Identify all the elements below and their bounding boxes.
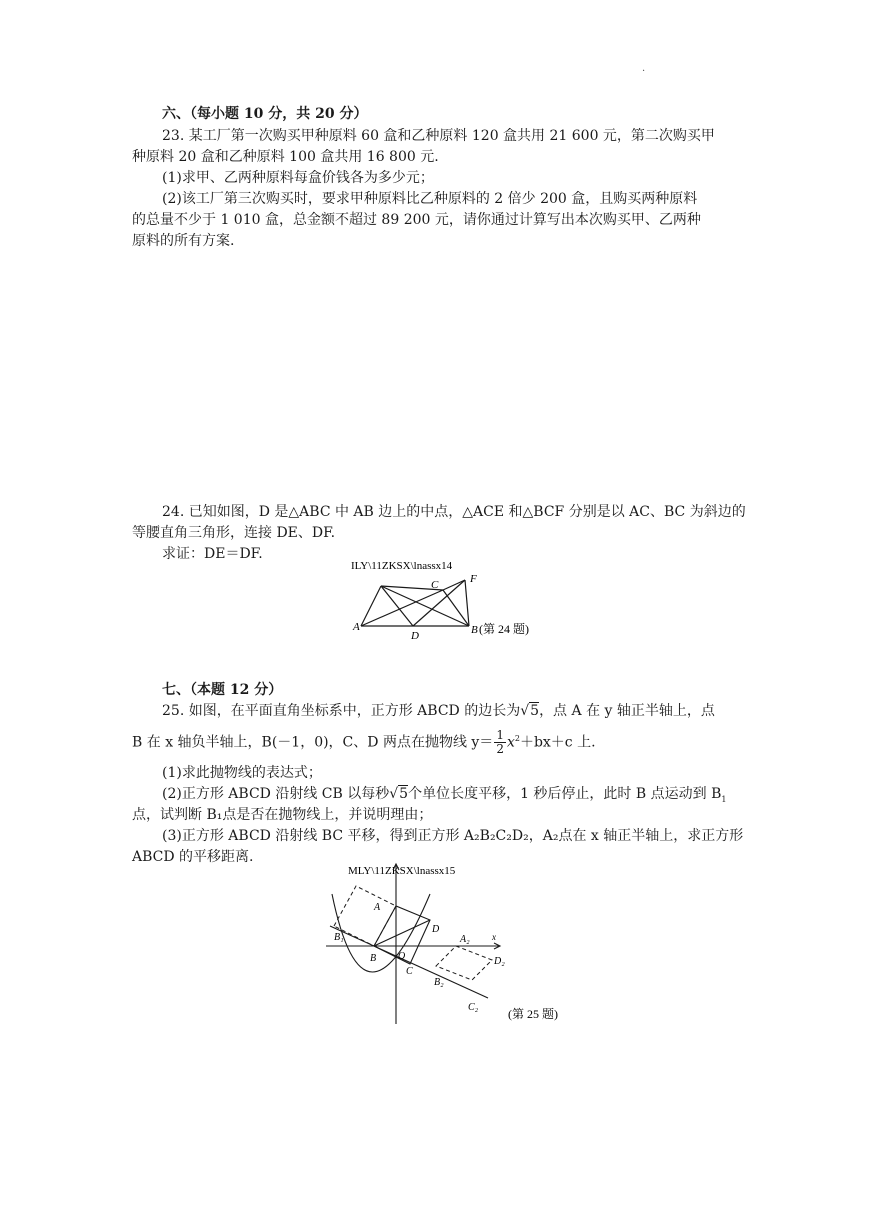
q25-line-2-text-a: B 在 x 轴负半轴上，B(－1，0)，C、D 两点在抛物线 y＝ [132, 734, 494, 751]
q24-figure [345, 558, 565, 644]
q24-figure-lines [361, 580, 469, 626]
fraction-one-half: $\frac{1}{2}$ [496, 728, 504, 757]
q24-label-c: C [431, 579, 439, 591]
corner-mark: · [642, 66, 646, 77]
q25-label-b: B [370, 953, 377, 964]
q25-line-1 [162, 701, 715, 721]
q24-label-f: F [470, 573, 477, 585]
q23-part-2-line-3: 原料的所有方案. [132, 233, 235, 249]
q25-line-2-text-c: ＋bx＋c 上. [519, 734, 596, 751]
q24-figure-path: ILY\11ZKSX\lnassx14 [351, 560, 453, 572]
q25-label-d: D [432, 924, 440, 935]
q25-caption: (第 25 题) [508, 1007, 558, 1021]
q25-label-x: x [492, 932, 496, 942]
q24-label-b: B [471, 624, 478, 636]
q25-label-b1: B₁ [334, 932, 344, 943]
q25-figure [322, 860, 582, 1030]
q24-line-3: 求证：DE＝DF. [162, 546, 263, 562]
q25-label-a: A [374, 902, 381, 913]
q25-label-b2: B₂ [434, 977, 444, 988]
q25-line-1-text-b: ，点 A 在 y 轴正半轴上，点 [539, 703, 715, 719]
q25-line-1-text-a: 25. 如图，在平面直角坐标系中，正方形 ABCD 的边长为 [162, 703, 521, 719]
q25-part-3-line-1: (3)正方形 ABCD 沿射线 BC 平移，得到正方形 A₂B₂C₂D₂，A₂点在 x 轴正半轴上，求正方形 [162, 828, 744, 844]
q25-label-o: O [398, 951, 406, 962]
q25-dashed-squares [334, 886, 492, 980]
sqrt-five-speed: √5 [389, 786, 409, 802]
q23-part-2-line-2: 的总量不少于 1 010 盒，总金额不超过 89 200 元，请你通过计算写出本次购买甲、乙两种 [132, 212, 701, 228]
q23-line-2: 种原料 20 盒和乙种原料 100 盒共用 16 800 元. [132, 149, 439, 165]
q25-part-2-line-2: 点，试判断 B₁点是否在抛物线上，并说明理由； [132, 807, 433, 823]
q25-label-c2: C₂ [468, 1002, 479, 1013]
q24-line-2: 等腰直角三角形，连接 DE、DF. [132, 525, 336, 541]
q25-figure-lines [326, 864, 500, 1024]
q25-label-a2: A₂ [460, 934, 470, 945]
q23-line-1: 23. 某工厂第一次购买甲种原料 60 盒和乙种原料 120 盒共用 21 600 元，第二次购买甲 [162, 128, 715, 144]
q24-label-d: D [411, 630, 419, 642]
q25-line-2: B 在 x 轴负半轴上，B(－1，0)，C、D 两点在抛物线 y＝ $\frac{1}{2}$ $x^2+bx+c$ 上. [132, 728, 596, 757]
q23-part-2-line-1: (2)该工厂第三次购买时，要求甲种原料比乙种原料的 2 倍少 200 盒，且购买两种原料 [162, 191, 698, 207]
q25-label-c: C [406, 966, 413, 977]
q25-part-3-line-2: ABCD 的平移距离. [132, 849, 254, 865]
sqrt-five: √5 [520, 703, 540, 719]
q24-label-a: A [353, 621, 360, 633]
q25-label-d2: D₂ [494, 956, 505, 967]
q24-caption: (第 24 题) [479, 622, 529, 636]
section-six-heading: 六、（每小题 10 分，共 20 分） [162, 106, 368, 122]
q25-figure-path: MLY\11ZKSX\lnassx15 [348, 865, 456, 877]
q23-part-1: (1)求甲、乙两种原料每盒价钱各为多少元； [162, 170, 434, 186]
q25-part-1: (1)求此抛物线的表达式； [162, 765, 322, 781]
q24-line-1: 24. 已知如图，D 是△ABC 中 AB 边上的中点，△ACE 和△BCF 分别是以 AC、BC 为斜边的 [162, 504, 746, 520]
q25-part-2-line-1: (2)正方形 ABCD 沿射线 CB 以每秒√5个单位长度平移，1 秒后停止，此时 B 点运动到 $B_1$ [162, 786, 727, 804]
section-seven-heading: 七、（本题 12 分） [162, 682, 283, 698]
